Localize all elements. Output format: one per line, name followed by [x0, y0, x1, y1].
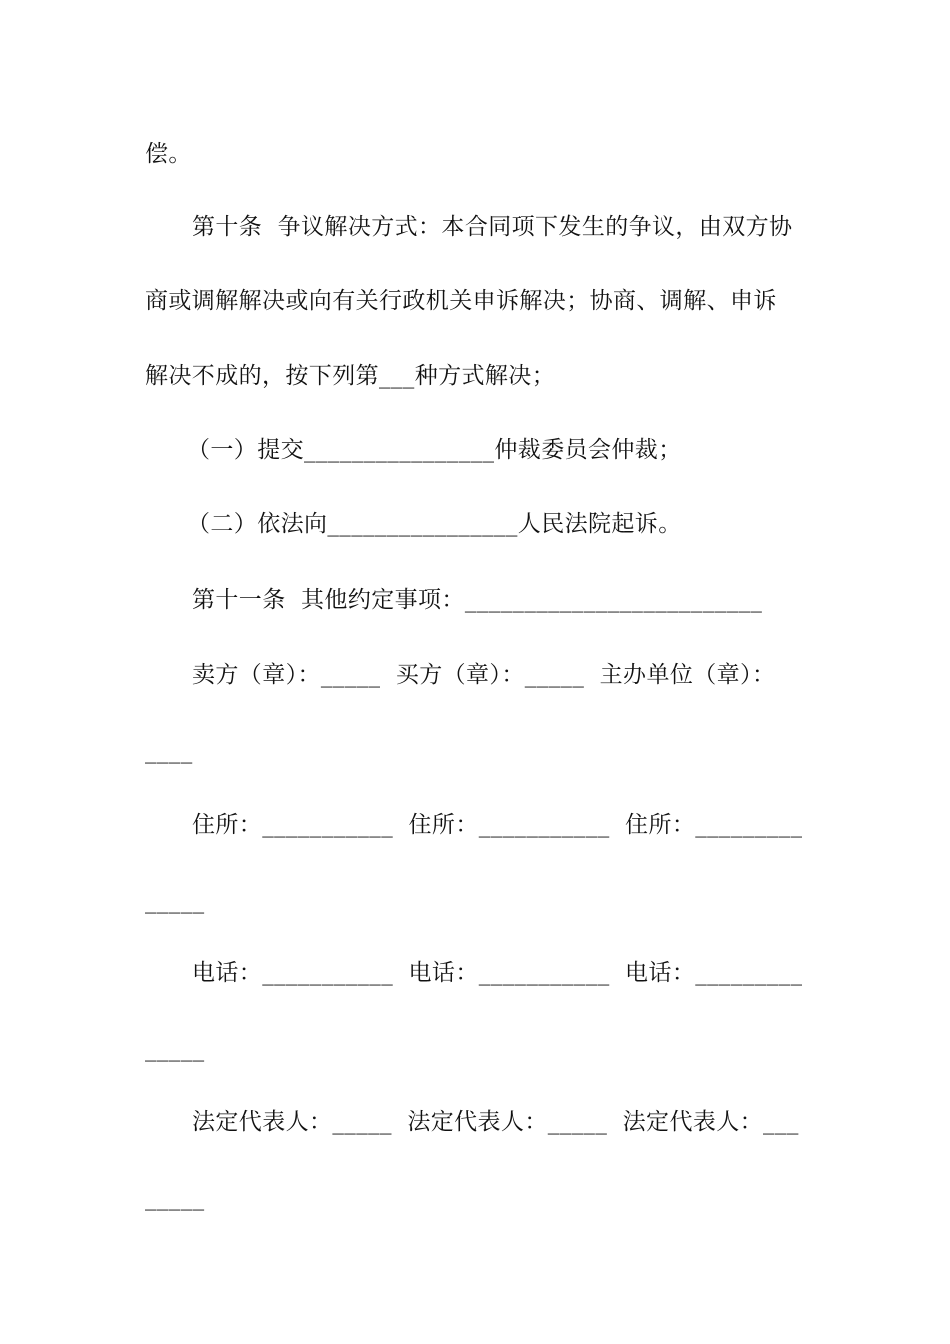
option-1-arbitration: （一）提交________________仲裁委员会仲裁； — [187, 437, 682, 463]
address-line-wrap: _____ — [145, 888, 205, 914]
option-2-litigation: （二）依法向________________人民法院起诉。 — [187, 511, 682, 537]
clause-10-line-3: 解决不成的，按下列第___种方式解决； — [145, 363, 556, 389]
phone-line: 电话：___________ 电话：___________ 电话：_________ — [192, 960, 803, 986]
clause-10-line-2: 商或调解解决或向有关行政机关申诉解决；协商、调解、申诉 — [145, 288, 777, 314]
signature-seals-wrap: ____ — [145, 738, 193, 764]
signature-seals-line: 卖方（章）：_____ 买方（章）：_____ 主办单位（章）： — [192, 662, 776, 688]
phone-line-wrap: _____ — [145, 1036, 205, 1062]
legal-representative-wrap: _____ — [145, 1185, 205, 1211]
text-line-continuation: 偿。 — [145, 141, 192, 167]
address-line: 住所：___________ 住所：___________ 住所：_________ — [192, 812, 803, 838]
legal-representative-line: 法定代表人：_____ 法定代表人：_____ 法定代表人：___ — [192, 1109, 799, 1135]
clause-10-line-1: 第十条 争议解决方式：本合同项下发生的争议，由双方协 — [192, 214, 793, 240]
clause-11-other-terms: 第十一条 其他约定事项：_________________________ — [192, 587, 763, 613]
